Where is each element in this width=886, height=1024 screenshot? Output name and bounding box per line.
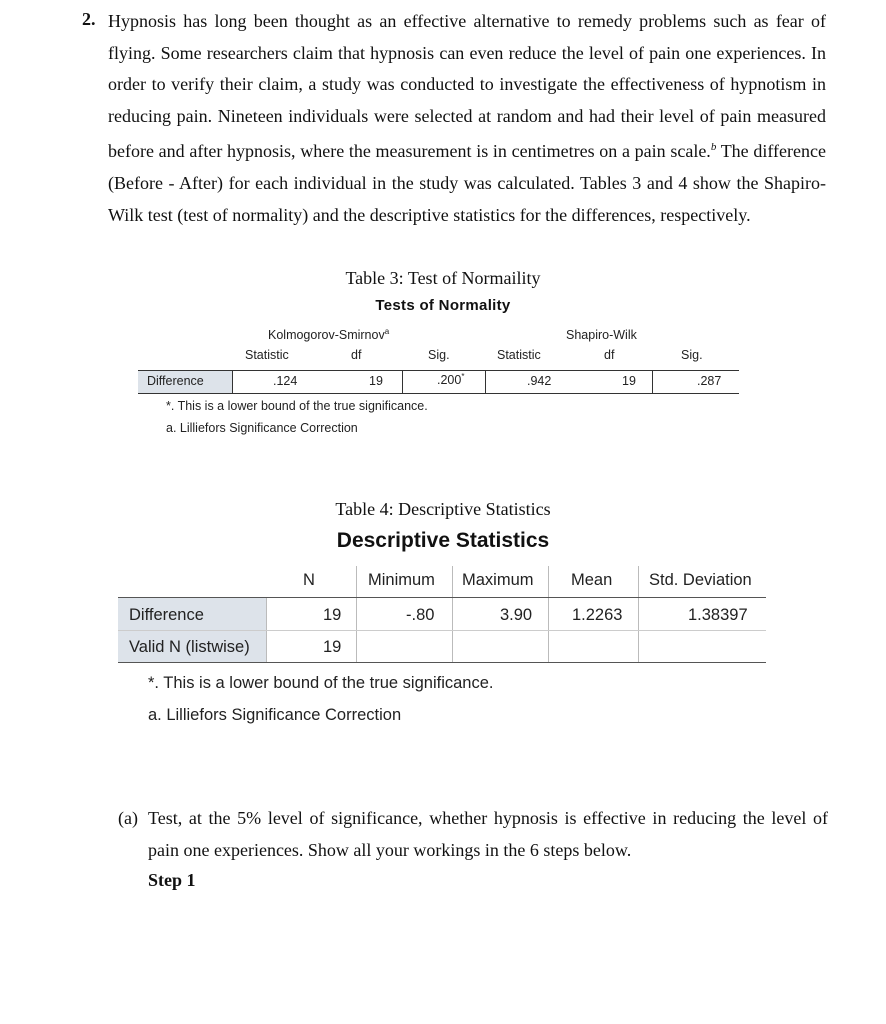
table3-ks-statistic: .124: [273, 374, 298, 388]
table3-sw-sig: .287: [697, 374, 722, 388]
question-number: 2.: [82, 9, 96, 29]
table3-title: Tests of Normality: [375, 297, 511, 314]
table4-vrule: [638, 566, 639, 597]
table4-row1-label: Difference: [129, 606, 204, 624]
table4-col-n: N: [303, 571, 315, 589]
table4-row1-mean: 1.2263: [572, 606, 623, 624]
table3-note-1: *. This is a lower bound of the true significance.: [166, 399, 428, 413]
part-a-label: (a): [118, 808, 138, 828]
table3-ks-df: 19: [369, 374, 383, 388]
table3-vrule: [232, 371, 233, 393]
step-1-heading: Step 1: [148, 870, 196, 890]
table3-col-ks-sig: Sig.: [428, 348, 450, 362]
table4-vrule: [452, 566, 453, 597]
table3-row-label: Difference: [147, 374, 204, 388]
table3-vrule: [402, 371, 403, 393]
footnote-mark: b: [710, 141, 717, 154]
table4-col-minimum: Minimum: [368, 571, 435, 589]
table4-caption: Table 4: Descriptive Statistics: [335, 499, 551, 519]
table4-row2-label: Valid N (listwise): [129, 638, 250, 656]
table4-col-maximum: Maximum: [462, 571, 534, 589]
question-line-9: the descriptive statistics for the differences, respectively.: [343, 204, 751, 225]
table4-row1-minimum: -.80: [406, 606, 435, 624]
table4-vrule: [548, 566, 549, 597]
table3-col-ks-df: df: [351, 348, 362, 362]
table4-row1-maximum: 3.90: [500, 606, 533, 624]
table4-note-1: *. This is a lower bound of the true significance.: [148, 674, 494, 692]
table4-row1-std: 1.38397: [688, 606, 748, 624]
question-paragraph: [108, 6, 826, 231]
question-line-4: effectiveness of hypnotism in reducing pain. Nineteen individuals were selected at random: [108, 74, 827, 126]
table3-sw-statistic: .942: [527, 374, 552, 388]
table4-title: Descriptive Statistics: [336, 529, 550, 552]
table3-note-2: a. Lilliefors Significance Correction: [166, 421, 358, 435]
table4-row2-n: 19: [323, 638, 342, 656]
table3-vrule: [652, 371, 653, 393]
question-line-6: in centimetres on a pain scale.: [492, 141, 711, 162]
table3-ks-sig: .200*: [437, 372, 465, 388]
question-line-5: and had their level of pain measured before and after hypnosis, where the measurement is: [108, 105, 826, 162]
part-a-text: Test, at the 5% level of significance, whether hypnosis is effective in reducing the level of pain one experiences. Show all your workings in the 6 steps below.: [148, 808, 828, 860]
question-line-8: study was calculated. Tables 3 and 4 show the Shapiro-Wilk test (test of normality) and: [108, 172, 826, 225]
table3-caption: Table 3: Test of Normaility: [345, 268, 541, 288]
question-line-3: one experiences. In order to verify their claim, a study was conducted to investigate the: [108, 42, 826, 95]
table3-col-sw-df: df: [604, 348, 615, 362]
table4-row1-n: 19: [323, 606, 342, 624]
table4-row-divider: [118, 630, 766, 631]
table4-bottom-rule: [118, 662, 766, 663]
table3-group-sw: Shapiro-Wilk: [566, 328, 637, 342]
table3-col-ks-statistic: Statistic: [245, 348, 289, 362]
question-line-1: Hypnosis has long been thought as an effective alternative to remedy problems such as: [108, 11, 769, 31]
table3-bottom-rule: [138, 393, 739, 394]
table4-col-std: Std. Deviation: [649, 571, 752, 589]
table4-col-mean: Mean: [571, 571, 613, 589]
table3-vrule: [485, 371, 486, 393]
question-line-2: fear of flying. Some researchers claim that hypnosis can even reduce the level of pain: [108, 11, 827, 63]
table3-group-ks: Kolmogorov-Smirnov$^a$: [268, 327, 390, 343]
table3-col-sw-statistic: Statistic: [497, 348, 541, 362]
table3-col-sw-sig: Sig.: [681, 348, 703, 362]
question-line-7: The difference (Before - After) for each individual in the: [108, 141, 826, 193]
table4-note-2: a. Lilliefors Significance Correction: [148, 706, 402, 724]
table3-sw-df: 19: [622, 374, 636, 388]
table4-vrule: [356, 566, 357, 597]
